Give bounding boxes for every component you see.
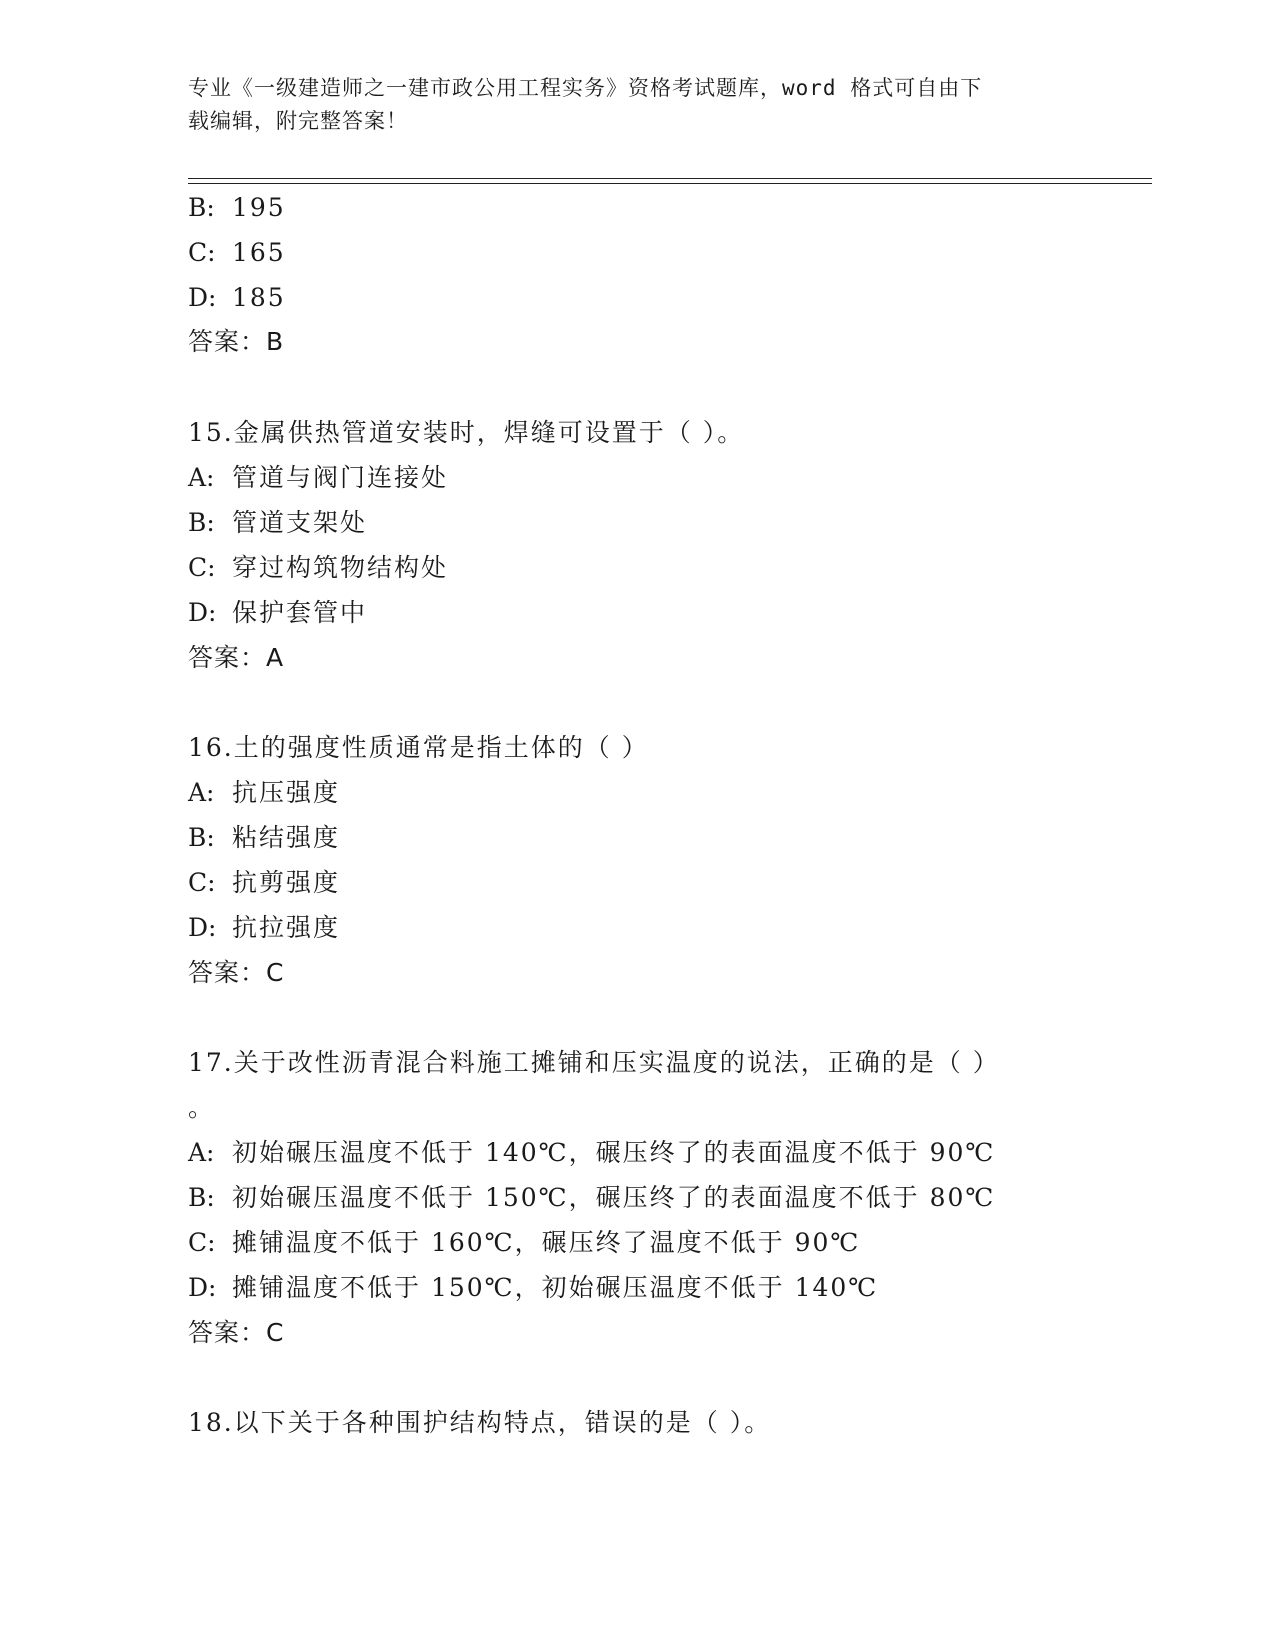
q16-stem: 16.土的强度性质通常是指土体的（ ） [188,733,649,762]
option-letter: D: [188,283,217,312]
option-text: 抗压强度 [232,778,341,807]
header-divider-bottom [188,183,1152,184]
q15-answer: 答案：A [188,643,285,672]
option-letter: B: [188,508,215,537]
option-text: 摊铺温度不低于 160℃，碾压终了温度不低于 90℃ [232,1228,861,1257]
option-text: 保护套管中 [232,598,368,627]
q15-option-b [188,508,367,538]
option-letter: D: [188,598,217,627]
document-header [188,72,1068,138]
option-text: 185 [232,283,286,312]
q17-option-b [188,1183,995,1213]
option-letter: C: [188,238,216,267]
q17-stem-continuation: 。 [188,1093,216,1122]
q16-option-c [188,868,340,898]
q14-option-b [188,193,286,223]
q17-answer: 答案：C [188,1318,285,1347]
option-text: 穿过构筑物结构处 [232,553,449,582]
q18-stem: 18.以下关于各种围护结构特点，错误的是（ ）。 [188,1408,772,1437]
option-letter: C: [188,868,216,897]
option-text: 粘结强度 [232,823,341,852]
header-line-1: 专业《一级建造师之一建市政公用工程实务》资格考试题库，word 格式可自由下 [188,76,983,100]
option-letter: A: [188,1138,215,1167]
q15-stem: 15.金属供热管道安装时，焊缝可设置于（ ）。 [188,418,745,447]
q16-option-a [188,778,340,808]
option-text: 摊铺温度不低于 150℃，初始碾压温度不低于 140℃ [232,1273,879,1302]
q14-option-c [188,238,286,268]
option-text: 165 [232,238,286,267]
option-text: 抗拉强度 [232,913,341,942]
option-text: 195 [232,193,286,222]
option-letter: C: [188,1228,216,1257]
header-divider-top [188,178,1152,179]
option-letter: A: [188,778,215,807]
q14-answer: 答案：B [188,327,285,356]
q15-option-d [188,598,367,628]
header-line-2: 载编辑，附完整答案！ [188,109,408,133]
option-letter: B: [188,1183,215,1212]
q16-option-d [188,913,340,943]
option-text: 初始碾压温度不低于 140℃，碾压终了的表面温度不低于 90℃ [232,1138,996,1167]
q16-answer: 答案：C [188,958,285,987]
q15-option-c [188,553,448,583]
option-text: 管道与阀门连接处 [232,463,449,492]
option-letter: A: [188,463,215,492]
q14-option-d [188,283,286,313]
q16-option-b [188,823,340,853]
option-letter: D: [188,1273,217,1302]
option-text: 管道支架处 [232,508,368,537]
q17-stem: 17.关于改性沥青混合料施工摊铺和压实温度的说法，正确的是（ ） [188,1048,1000,1077]
option-letter: C: [188,553,216,582]
q15-option-a [188,463,448,493]
option-text: 抗剪强度 [232,868,341,897]
option-letter: B: [188,193,215,222]
option-text: 初始碾压温度不低于 150℃，碾压终了的表面温度不低于 80℃ [232,1183,996,1212]
q17-option-c [188,1228,860,1258]
q17-option-a [188,1138,995,1168]
option-letter: D: [188,913,217,942]
q17-option-d [188,1273,878,1303]
option-letter: B: [188,823,215,852]
